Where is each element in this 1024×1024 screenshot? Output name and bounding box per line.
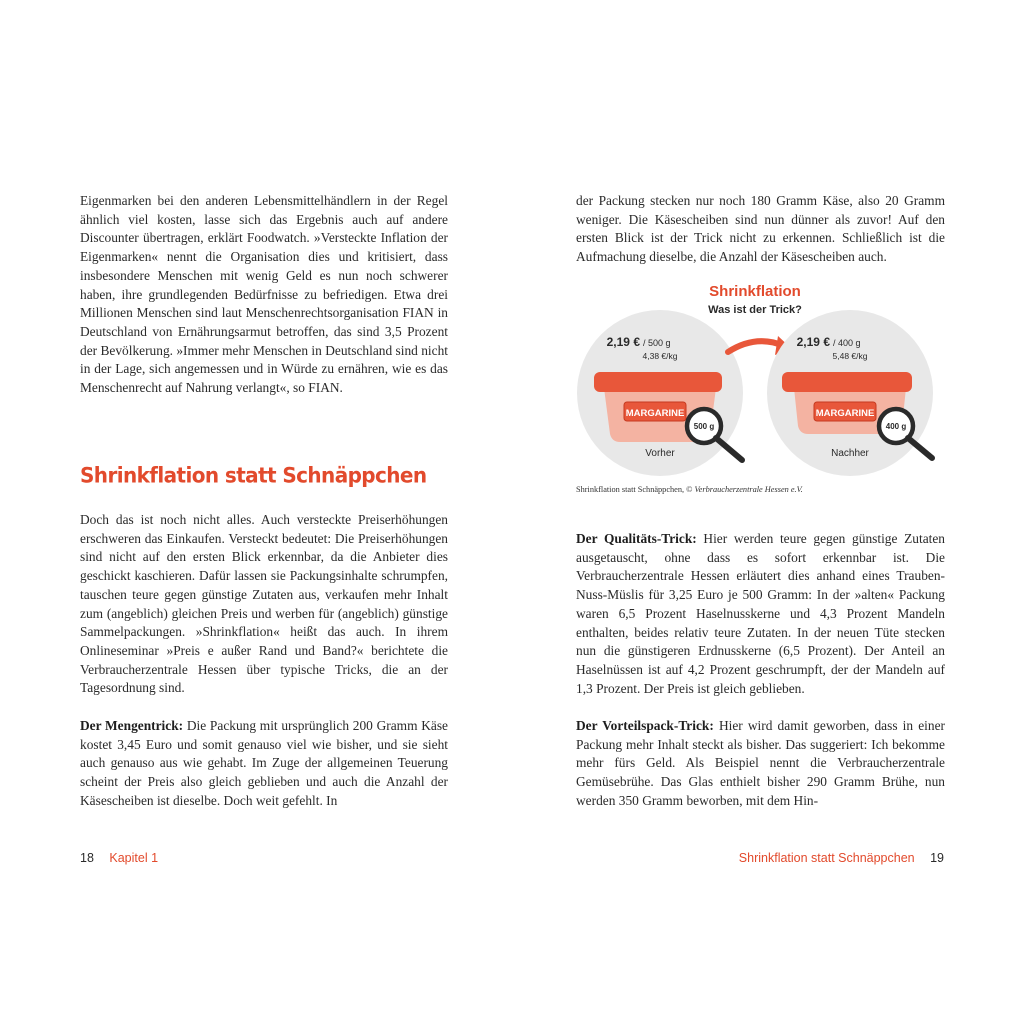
- figure-caption: [576, 485, 956, 494]
- after-label: MARGARINE: [815, 408, 875, 419]
- vorteilspack-trick-text: Hier wird damit geworben, dass in einer Packung mehr Inhalt steckt als bisher. Das suggeriert: Ich bekomme mehr fürs Geld. Als Beispiel nennt die Verbraucherzentrale Gemüsebrühe. Das Glas enthielt bisher 290 Gramm Brühe, nun werden 350 Gramm beworben, mit dem Hin-: [576, 718, 945, 808]
- arrow-icon: [728, 341, 784, 352]
- after-price: 2,19 €: [796, 335, 830, 349]
- before-lid: [594, 372, 722, 392]
- right-paragraph-3: [576, 717, 945, 811]
- section-heading: Shrinkflation statt Schnäppchen: [80, 462, 427, 488]
- mengentrick-lead: Der Mengentrick:: [80, 718, 184, 733]
- right-paragraph-1: der Packung stecken nur noch 180 Gramm Käse, also 20 Gramm weniger. Die Käsescheiben sind nun dünner als zuvor! Auf den ersten Blick ist der Trick nicht zu erkennen. Schließlich ist die Aufmachung dieselbe, die Anzahl der Käsescheiben auch.: [576, 193, 945, 265]
- before-weight: 500 g: [693, 422, 715, 431]
- figure-subtitle: Was ist der Trick?: [708, 304, 802, 316]
- before-label: MARGARINE: [625, 408, 685, 419]
- figure-title: Shrinkflation: [709, 283, 801, 300]
- before-price: 2,19 €: [606, 335, 640, 349]
- before-amount: / 500 g: [643, 338, 671, 348]
- before-caption: Vorher: [645, 448, 675, 459]
- left-footer: [80, 851, 158, 865]
- after-panel: [767, 310, 933, 476]
- running-title: Shrinkflation statt Schnäppchen: [738, 851, 915, 865]
- after-amount: / 400 g: [833, 338, 861, 348]
- caption-source: Verbraucherzentrale Hessen e.V.: [694, 485, 803, 494]
- right-paragraph-2: [576, 530, 945, 698]
- mengentrick-text: Die Packung mit ursprünglich 200 Gramm Käse kostet 3,45 Euro und somit genauso viel wie bisher, und sie sieht auch genauso aus wie gehabt. Im Zuge der allgemeinen Teuerung scheint der Preis also gleich geblieben und auch die Anzahl der Käsescheiben ist dieselbe. Doch weit gefehlt. In: [80, 718, 448, 808]
- after-lid: [782, 372, 912, 392]
- right-footer: [739, 851, 944, 865]
- left-paragraph-1: Eigenmarken bei den anderen Lebensmittelhändlern in der Regel ähnlich viel kosten, lasse sich das Ergebnis auch auf andere Discounter übertragen, erklärt Foodwatch. »Versteckte Inflation der Eigenmarken« nennt die Organisation dies und kritisiert, dass insbesondere Menschen mit wenig Geld es nun noch schwerer haben, ihre grundlegenden Bedürfnisse zu befriedigen. Etwa drei Millionen Menschen sind laut Menschenrechtsorganisation FIAN in Deutschland von Ernährungsarmut betroffen, das sind 3,5 Prozent der Bevölkerung. »Immer mehr Menschen in Deutschland sind nicht in der Lage, sich angemessen und in Würde zu ernähren, wie es das Menschenrecht auf Nahrung verlangt«, so FIAN.: [80, 193, 448, 396]
- after-per-kg: 5,48 €/kg: [832, 351, 868, 361]
- after-caption: Nachher: [831, 448, 869, 459]
- right-page-number: 19: [930, 851, 944, 865]
- caption-text: Shrinkflation statt Schnäppchen, ©: [576, 485, 695, 494]
- left-paragraph-3: [80, 717, 448, 811]
- left-page-number: 18: [80, 851, 94, 865]
- qualitaets-trick-lead: Der Qualitäts-Trick:: [576, 531, 697, 546]
- qualitaets-trick-text: Hier werden teure gegen günstige Zutaten ausgetauscht, ohne dass es sofort erkennbar ist. Die Verbraucherzentrale Hessen erläutert dies anhand eines Trauben-Nuss-Müslis für 3,25 Euro je 500 Gramm: In der »alten« Packung waren 6,5 Prozent Haselnusskerne und 4,3 Prozent Mandeln enthalten, beides relativ teure Zutaten. In der neuen Tüte stecken nun die günstigeren Erdnusskerne (6,5 Prozent). Der Anteil an Haselnüssen ist auf 4,2 Prozent geschrumpft, der der Mandeln auf 1,3 Prozent. Der Preis ist gleich geblieben.: [576, 531, 945, 696]
- shrinkflation-figure: [576, 276, 956, 482]
- left-paragraph-2: Doch das ist noch nicht alles. Auch versteckte Preiserhöhungen erschweren das Einkaufen. Versteckt bedeutet: Die Preiserhöhungen sind nicht auf den ersten Blick erkennbar, da die Anbieter dies geschickt kaschieren. Dafür lassen sie Packungsinhalte schrumpfen, tauschen teure gegen günstige Zutaten aus, verkaufen mehr Inhalt zum (angeblich) gleichen Preis und werben für (angeblich) günstige Sammelpackungen. »Shrinkflation« heißt das auch. In ihrem Onlineseminar »Preis e außer Rand und Band?« berichtete die Verbraucherzentrale Hessen über typische Tricks, die an der Tagesordnung sind.: [80, 512, 448, 696]
- vorteilspack-trick-lead: Der Vorteilspack-Trick:: [576, 718, 714, 733]
- before-panel: [577, 310, 743, 476]
- before-per-kg: 4,38 €/kg: [642, 351, 678, 361]
- after-weight: 400 g: [885, 422, 907, 431]
- chapter-label: Kapitel 1: [109, 851, 159, 865]
